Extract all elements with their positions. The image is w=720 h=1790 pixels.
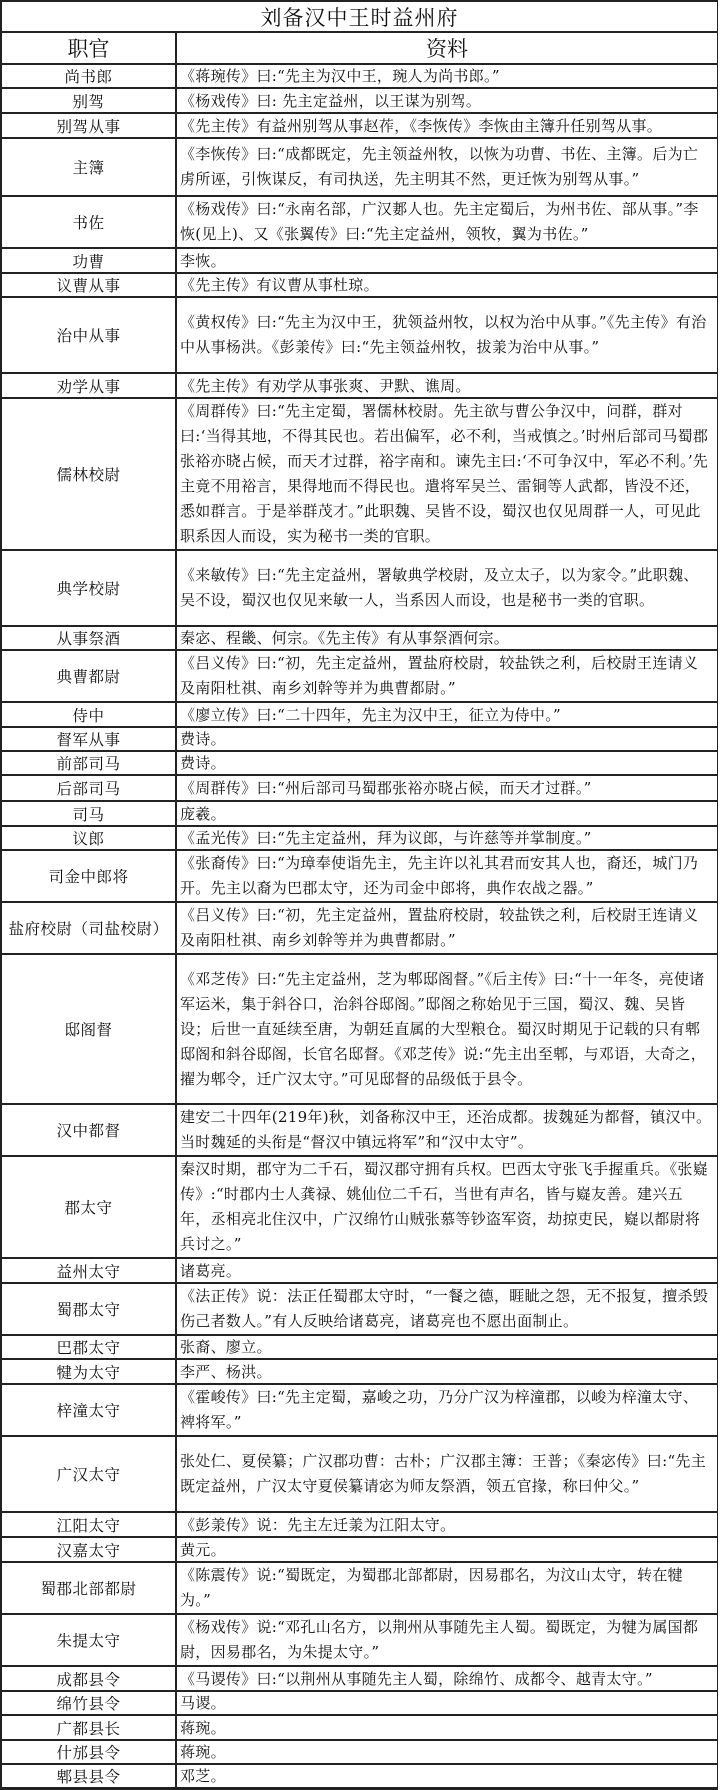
document-title: 刘备汉中王时益州府	[2, 2, 717, 33]
table-row	[2, 850, 717, 902]
office-title-cell: 郡太守	[2, 1156, 176, 1258]
source-text-cell: 《来敏传》曰:“先主定益州，署敏典学校尉，及立太子，以为家令。”此职魏、吴不设，蜀汉也仅见来敏一人，当系因人而设，也是秘书一类的官职。	[176, 550, 717, 626]
office-title-cell: 益州太守	[2, 1258, 176, 1283]
source-text-cell: 秦宓、程畿、何宗。《先主传》有从事祭酒何宗。	[176, 626, 717, 650]
source-text-cell: 《廖立传》曰:“二十四年，先主为汉中王，征立为侍中。”	[176, 702, 717, 727]
table-row	[2, 64, 717, 88]
office-table	[2, 33, 717, 1789]
table-row	[2, 550, 717, 626]
table-row	[2, 1740, 717, 1764]
source-text-cell: 李严、杨洪。	[176, 1359, 717, 1384]
source-text-cell: 《周群传》曰:“先主定蜀，署儒林校尉。先主欲与曹公争汉中，问群，群对曰:‘当得其地，不得其民也。若出偏军，必不利，当戒慎之。’时州后部司马蜀郡张裕亦晓占候，而天才过群，裕字南和。谏先主曰:‘不可争汉中，军必不利。’先主竟不用裕言，果得地而不得民也。遣将军吴兰、雷铜等人武都，皆没不还，悉如群言。于是举群茂才。”此职魏、吴皆不设，蜀汉也仅见周群一人，可见此职系因人而设，实为秘书一类的官职。	[176, 398, 717, 550]
table-row	[2, 902, 717, 954]
office-title-cell: 尚书郎	[2, 64, 176, 88]
office-title-cell: 绵竹县令	[2, 1691, 176, 1715]
source-text-cell: 诸葛亮。	[176, 1258, 717, 1283]
table-row	[2, 954, 717, 1104]
source-text-cell: 张裔、廖立。	[176, 1335, 717, 1359]
office-title-cell: 司马	[2, 801, 176, 826]
office-title-cell: 议曹从事	[2, 273, 176, 297]
office-title-cell: 梓潼太守	[2, 1384, 176, 1436]
office-title-cell: 劝学从事	[2, 373, 176, 398]
source-text-cell: 《先主传》有议曹从事杜琼。	[176, 273, 717, 297]
source-text-cell: 张处仁、夏侯纂；广汉郡功曹：古朴；广汉郡主簿：王普；《秦宓传》曰:“先主既定益州，广汉太守夏侯纂请宓为师友祭酒，领五官掾，称曰仲父。”	[176, 1436, 717, 1512]
table-row	[2, 1764, 717, 1788]
table-row	[2, 727, 717, 751]
table-row	[2, 1436, 717, 1512]
source-text-cell: 《陈震传》说:“蜀既定，为蜀郡北部都尉，因易郡名，为汶山太守，转在犍为。”	[176, 1562, 717, 1614]
office-title-cell: 邸阁督	[2, 954, 176, 1104]
column-header-source: 资料	[176, 33, 717, 64]
source-text-cell: 《彭羕传》说：先主左迁羕为江阳太守。	[176, 1512, 717, 1537]
table-row	[2, 138, 717, 196]
office-title-cell: 蜀郡太守	[2, 1283, 176, 1335]
table-row	[2, 1335, 717, 1359]
table-row	[2, 775, 717, 801]
table-row	[2, 650, 717, 702]
source-text-cell: 《李恢传》曰:“成都既定，先主领益州牧，以恢为功曹、书佐、主簿。后为亡虏所诬，引恢谋反，有司执送，先主明其不然，更迁恢为别驾从事。”	[176, 138, 717, 196]
table-row	[2, 113, 717, 138]
table-row	[2, 1512, 717, 1537]
table-row	[2, 88, 717, 113]
office-title-cell: 督军从事	[2, 727, 176, 751]
office-title-cell: 广汉太守	[2, 1436, 176, 1512]
source-text-cell: 《先主传》有劝学从事张爽、尹默、谯周。	[176, 373, 717, 398]
table-row	[2, 1614, 717, 1666]
table-row	[2, 1715, 717, 1740]
office-title-cell: 功曹	[2, 248, 176, 273]
table-row	[2, 1537, 717, 1562]
office-title-cell: 别驾	[2, 88, 176, 113]
office-title-cell: 议郎	[2, 826, 176, 850]
table-row	[2, 1359, 717, 1384]
office-title-cell: 前部司马	[2, 751, 176, 775]
office-title-cell: 汉嘉太守	[2, 1537, 176, 1562]
table-row	[2, 1691, 717, 1715]
table-row	[2, 373, 717, 398]
office-title-cell: 江阳太守	[2, 1512, 176, 1537]
source-text-cell: 《杨戏传》说:“邓孔山名方，以荆州从事随先主人蜀。蜀既定，为犍为属国都尉，因易郡名，为朱提太守。”	[176, 1614, 717, 1666]
source-text-cell: 《邓芝传》曰:“先主定益州，芝为郫邸阁督。”《后主传》曰:“十一年冬，亮使诸军运米，集于斜谷口，治斜谷邸阁。”邸阁之称始见于三国，蜀汉、魏、吴皆设；后世一直延续至唐，为朝廷直属的大型粮仓。蜀汉时期见于记载的只有郫邸阁和斜谷邸阁，长官名邸督。《邓芝传》说:“先主出至郫，与邓语，大奇之，擢为郫令，迁广汉太守。”可见邸督的品级低于县令。	[176, 954, 717, 1104]
office-title-cell: 治中从事	[2, 297, 176, 373]
office-title-cell: 后部司马	[2, 775, 176, 801]
office-title-cell: 司金中郎将	[2, 850, 176, 902]
source-text-cell: 《杨戏传》曰: 先主定益州，以王谋为别驾。	[176, 88, 717, 113]
office-title-cell: 典学校尉	[2, 550, 176, 626]
table-row	[2, 626, 717, 650]
table-row	[2, 1258, 717, 1283]
table-row	[2, 1104, 717, 1156]
source-text-cell: 《霍峻传》曰:“先主定蜀，嘉峻之功，乃分广汉为梓潼郡，以峻为梓潼太守、裨将军。”	[176, 1384, 717, 1436]
office-title-cell: 盐府校尉（司盐校尉）	[2, 902, 176, 954]
office-title-cell: 书佐	[2, 196, 176, 248]
source-text-cell: 秦汉时期，郡守为二千石，蜀汉郡守拥有兵权。巴西太守张飞手握重兵。《张嶷传》:“时郡内士人龚禄、姚仙位二千石，当世有声名，皆与嶷友善。建兴五年，丞相亮北住汉中，广汉绵竹山贼张慕等钞盗军资，劫掠吏民，嶷以都尉将兵讨之。”	[176, 1156, 717, 1258]
source-text-cell: 《先主传》有益州别驾从事赵莋，《李恢传》李恢由主簿升任别驾从事。	[176, 113, 717, 138]
office-title-cell: 蜀郡北部都尉	[2, 1562, 176, 1614]
table-row	[2, 297, 717, 373]
office-title-cell: 广都县长	[2, 1715, 176, 1740]
source-text-cell: 《马谡传》曰:“以荆州从事随先主人蜀，除绵竹、成都令、越青太守。”	[176, 1666, 717, 1691]
table-row	[2, 248, 717, 273]
table-row	[2, 1666, 717, 1691]
table-row	[2, 196, 717, 248]
office-title-cell: 别驾从事	[2, 113, 176, 138]
column-header-office: 职官	[2, 33, 176, 64]
table-row	[2, 273, 717, 297]
office-title-cell: 什邡县令	[2, 1740, 176, 1764]
table-body	[2, 64, 717, 1788]
source-text-cell: 《吕义传》曰:“初，先主定益州，置盐府校尉，较盐铁之利，后校尉王连请义及南阳杜祺、南乡刘幹等并为典曹都尉。”	[176, 650, 717, 702]
source-text-cell: 马谡。	[176, 1691, 717, 1715]
source-text-cell: 《张裔传》曰:“为璋奉使诣先主，先主许以礼其君而安其人也，裔还，城门乃开。先主以裔为巴郡太守，还为司金中郎将，典作农战之器。”	[176, 850, 717, 902]
source-text-cell: 《周群传》曰:“州后部司马蜀郡张裕亦晓占候，而天才过群。”	[176, 775, 717, 801]
table-row	[2, 751, 717, 775]
table-header-row	[2, 33, 717, 64]
office-title-cell: 犍为太守	[2, 1359, 176, 1384]
source-text-cell: 《蒋琬传》曰:“先主为汉中王，琬人为尚书郎。”	[176, 64, 717, 88]
source-text-cell: 蒋琬。	[176, 1715, 717, 1740]
table-row	[2, 1562, 717, 1614]
office-title-cell: 从事祭酒	[2, 626, 176, 650]
source-text-cell: 费诗。	[176, 751, 717, 775]
source-text-cell: 庞羲。	[176, 801, 717, 826]
source-text-cell: 《黄权传》曰:“先主为汉中王，犹领益州牧，以权为治中从事。”《先主传》有治中从事杨洪。《彭羕传》曰:“先主领益州牧，拔羕为治中从事。”	[176, 297, 717, 373]
table-row	[2, 801, 717, 826]
source-text-cell: 黄元。	[176, 1537, 717, 1562]
table-row	[2, 1156, 717, 1258]
office-title-cell: 郫县县令	[2, 1764, 176, 1788]
office-title-cell: 巴郡太守	[2, 1335, 176, 1359]
source-text-cell: 蒋琬。	[176, 1740, 717, 1764]
source-text-cell: 《孟光传》曰:“先主定益州，拜为议郎，与许慈等并掌制度。”	[176, 826, 717, 850]
source-text-cell: 《杨戏传》曰:“永南名部，广汉郪人也。先主定蜀后，为州书佐、部从事。”李恢(见上)、又《张翼传》曰:“先主定益州，领牧，翼为书佐。”	[176, 196, 717, 248]
source-text-cell: 《吕义传》曰:“初，先主定益州，置盐府校尉，较盐铁之利，后校尉王连请义及南阳杜祺、南乡刘幹等并为典曹都尉。”	[176, 902, 717, 954]
office-title-cell: 儒林校尉	[2, 398, 176, 550]
source-text-cell: 李恢。	[176, 248, 717, 273]
office-title-cell: 成都县令	[2, 1666, 176, 1691]
source-text-cell: 《法正传》说：法正任蜀郡太守时，“一餐之德，睚眦之怨，无不报复，擅杀毁伤己者数人。”有人反映给诸葛亮，诸葛亮也不愿出面制止。	[176, 1283, 717, 1335]
table-row	[2, 826, 717, 850]
office-title-cell: 侍中	[2, 702, 176, 727]
office-title-cell: 主簿	[2, 138, 176, 196]
table-row	[2, 1384, 717, 1436]
source-text-cell: 建安二十四年(219年)秋，刘备称汉中王，还治成都。拔魏延为都督，镇汉中。当时魏延的头衔是“督汉中镇远将军”和“汉中太守”。	[176, 1104, 717, 1156]
office-title-cell: 朱提太守	[2, 1614, 176, 1666]
source-text-cell: 费诗。	[176, 727, 717, 751]
source-text-cell: 邓芝。	[176, 1764, 717, 1788]
table-row	[2, 398, 717, 550]
office-title-cell: 典曹都尉	[2, 650, 176, 702]
table-row	[2, 702, 717, 727]
table-row	[2, 1283, 717, 1335]
office-title-cell: 汉中都督	[2, 1104, 176, 1156]
